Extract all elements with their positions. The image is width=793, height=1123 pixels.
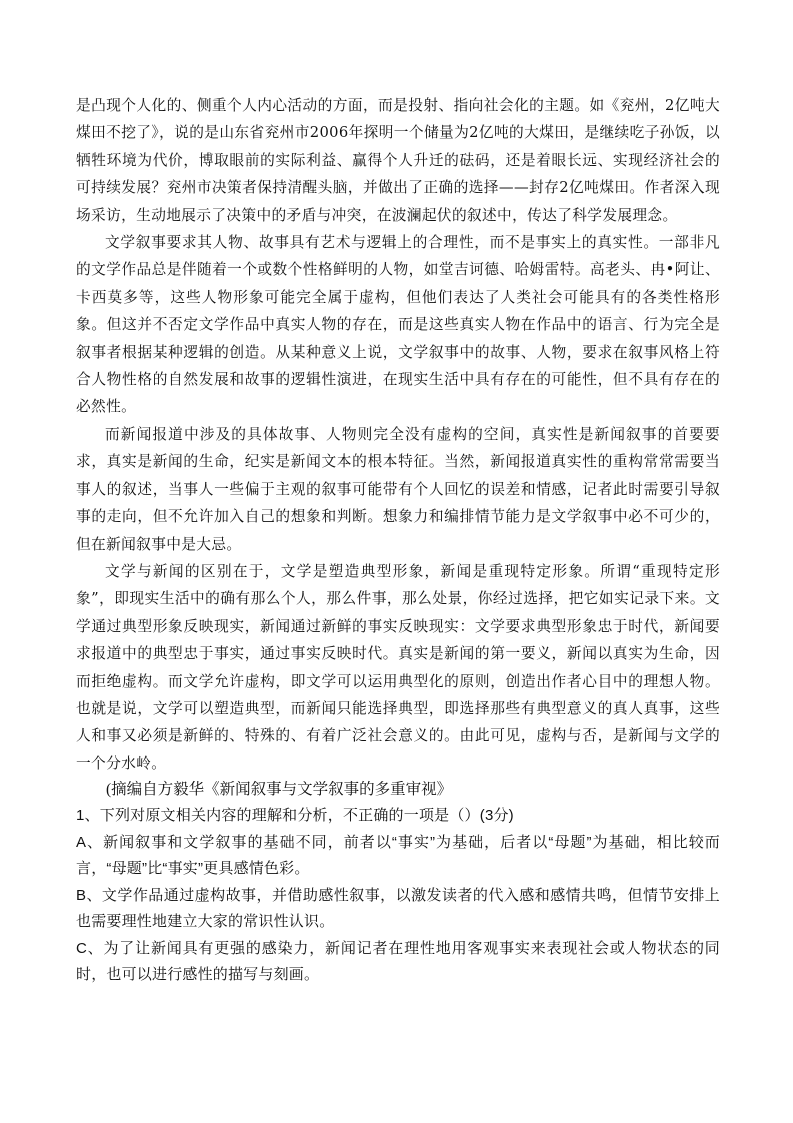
question-stem: 1、下列对原文相关内容的理解和分析，不正确的一项是（）(3分) bbox=[76, 807, 514, 825]
question-block bbox=[76, 803, 720, 989]
document-page bbox=[76, 92, 720, 989]
source-citation: (摘编自方毅华《新闻叙事与文学叙事的多重审视》 bbox=[106, 781, 453, 799]
option-b: B、文学作品通过虚构故事，并借助感性叙事，以激发读者的代入感和感情共鸣，但情节安排上也需要理性地建立大家的常识性认识。 bbox=[76, 886, 720, 931]
body-paragraph-3: 而新闻报道中涉及的具体故事、人物则完全没有虚构的空间，真实性是新闻叙事的首要要求，真实是新闻的生命，纪实是新闻文本的根本特征。当然，新闻报道真实性的重构常常需要当事人的叙述，当事人一些偏于主观的叙事可能带有个人回忆的误差和情感，记者此时需要引导叙事的走向，但不允许加入自己的想象和判断。想象力和编排情节能力是文学叙事中必不可少的，但在新闻叙事中是大忌。 bbox=[76, 425, 720, 553]
body-paragraph-4: 文学与新闻的区别在于，文学是塑造典型形象，新闻是重现特定形象。所谓“重现特定形象”，即现实生活中的确有那么个人，那么件事，那么处景，你经过选择，把它如实记录下来。文学通过典型形象反映现实，新闻通过新鲜的事实反映现实：文学要求典型形象忠于时代，新闻要求报道中的典型忠于事实，通过事实反映时代。真实是新闻的第一要义，新闻以真实为生命，因而拒绝虚构。而文学允许虚构，即文学可以运用典型化的原则，创造出作者心目中的理想人物。也就是说，文学可以塑造典型，而新闻只能选择典型，即选择那些有典型意义的真人真事，这些人和事又必须是新鲜的、特殊的、有着广泛社会意义的。由此可见，虚构与否，是新闻与文学的一个分水岭。 bbox=[76, 562, 720, 772]
option-a: A、新闻叙事和文学叙事的基础不同，前者以“事实”为基础，后者以“母题”为基础，相比较而言，“母题”比“事实”更具感情色彩。 bbox=[76, 833, 720, 878]
body-paragraph-1: 是凸现个人化的、侧重个人内心活动的方面，而是投射、指向社会化的主题。如《兖州，2亿吨大煤田不挖了》，说的是山东省兖州市2006年探明一个储量为2亿吨的大煤田，是继续吃子孙饭，以牺牲环境为代价，博取眼前的实际利益、赢得个人升迁的砝码，还是着眼长远、实现经济社会的可持续发展？兖州市决策者保持清醒头脑，并做出了正确的选择——封存2亿吨煤田。作者深入现场采访，生动地展示了决策中的矛盾与冲突，在波澜起伏的叙述中，传达了科学发展理念。 bbox=[76, 97, 720, 224]
option-c: C、为了让新闻具有更强的感染力，新闻记者在理性地用客观事实来表现社会或人物状态的同时，也可以进行感性的描写与刻画。 bbox=[76, 939, 720, 984]
body-paragraph-2: 文学叙事要求其人物、故事具有艺术与逻辑上的合理性，而不是事实上的真实性。一部非凡的文学作品总是伴随着一个或数个性格鲜明的人物，如堂吉诃德、哈姆雷特。高老头、冉•阿让、卡西莫多等，这些人物形象可能完全属于虚构，但他们表达了人类社会可能具有的各类性格形象。但这并不否定文学作品中真实人物的存在，而是这些真实人物在作品中的语言、行为完全是叙事者根据某种逻辑的创造。从某种意义上说，文学叙事中的故事、人物，要求在叙事风格上符合人物性格的自然发展和故事的逻辑性演进，在现实生活中具有存在的可能性，但不具有存在的必然性。 bbox=[76, 234, 720, 416]
